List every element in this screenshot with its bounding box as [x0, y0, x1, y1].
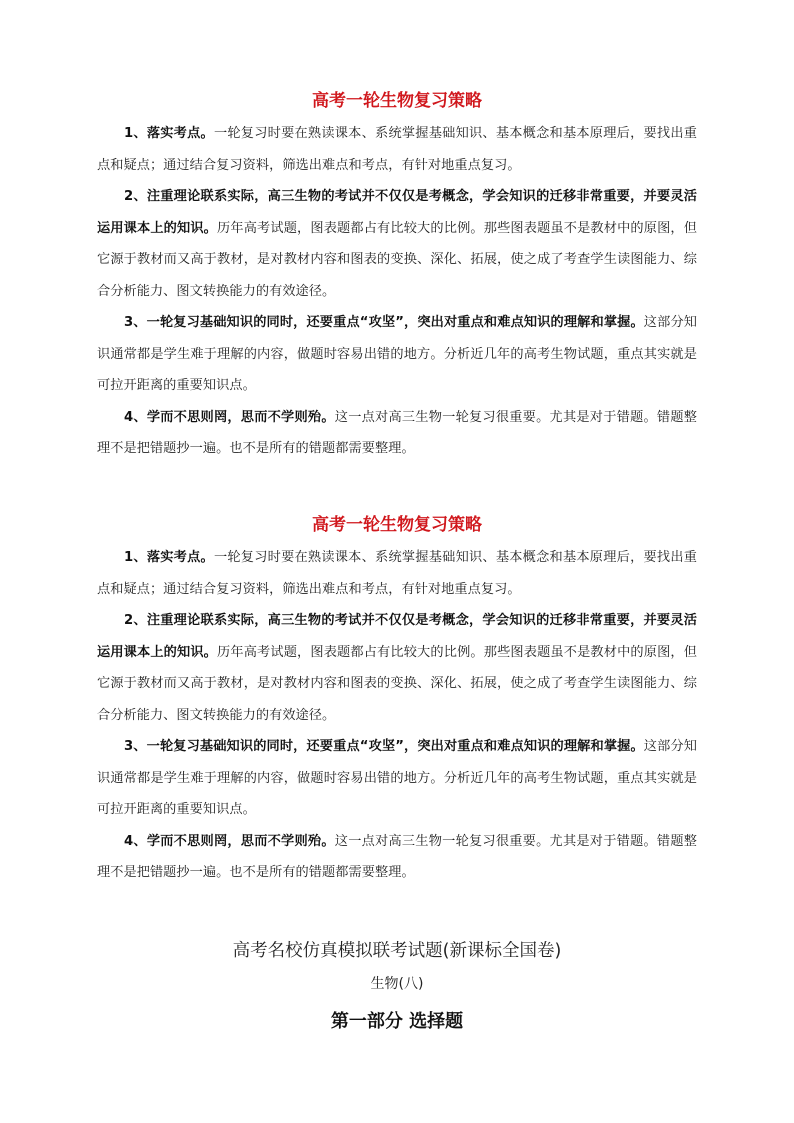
strategy-section-1	[97, 88, 697, 465]
paragraph-4	[97, 826, 697, 889]
exam-title: 高考名校仿真模拟联考试题(新课标全国卷)	[232, 941, 562, 961]
paragraph-1	[97, 118, 697, 181]
paragraph-lead: 4、学而不思则罔，思而不学则殆。	[124, 833, 335, 849]
paragraph-2	[97, 605, 697, 731]
paragraph-body: 一轮复习时要在熟读课本、系统掌握基础知识、基本概念和基本原理后，要找出重点和疑点；通过结合复习资料，筛选出难点和考点，有针对地重点复习。	[97, 126, 697, 173]
paragraph-1	[97, 542, 697, 605]
paragraph-body: 一轮复习时要在熟读课本、系统掌握基础知识、基本概念和基本原理后，要找出重点和疑点；通过结合复习资料，筛选出难点和考点，有针对地重点复习。	[97, 550, 697, 597]
strategy-section-2	[97, 512, 697, 889]
paragraph-lead: 3、一轮复习基础知识的同时，还要重点“攻坚”，突出对重点和难点知识的理解和掌握。	[124, 739, 644, 754]
paragraph-4	[97, 402, 697, 465]
paragraph-lead: 1、落实考点。	[124, 126, 214, 141]
paragraph-body: 这一点对高三生物一轮复习很重要。尤其是对于错题。错题整理不是把错题抄一遍。也不是所有的错题都需要整理。	[97, 833, 697, 880]
paragraph-lead: 2、注重理论联系实际，高三生物的考试并不仅仅是考概念，学会知识的迁移非常重要，并要灵活运用课本上的知识。	[97, 613, 697, 660]
paragraph-body: 历年高考试题，图表题都占有比较大的比例。那些图表题虽不是教材中的原图，但它源于教材而又高于教材，是对教材内容和图表的变换、深化、拓展，使之成了考查学生读图能力、综合分析能力、图文转换能力的有效途径。	[97, 220, 698, 299]
section-title: 高考一轮生物复习策略	[312, 91, 482, 111]
paragraph-body: 这部分知识通常都是学生难于理解的内容，做题时容易出错的地方。分析近几年的高考生物试题，重点其实就是可拉开距离的重要知识点。	[97, 739, 697, 817]
exam-part-heading: 第一部分 选择题	[330, 1011, 464, 1032]
paragraph-2	[97, 181, 697, 307]
exam-subject: 生物(八)	[370, 976, 424, 992]
paragraph-lead: 3、一轮复习基础知识的同时，还要重点“攻坚”，突出对重点和难点知识的理解和掌握。	[124, 315, 644, 330]
paragraph-3	[97, 307, 697, 402]
paragraph-body: 历年高考试题，图表题都占有比较大的比例。那些图表题虽不是教材中的原图，但它源于教材而又高于教材，是对教材内容和图表的变换、深化、拓展，使之成了考查学生读图能力、综合分析能力、图文转换能力的有效途径。	[97, 644, 698, 723]
paragraph-lead: 1、落实考点。	[124, 550, 214, 565]
paragraph-body: 这部分知识通常都是学生难于理解的内容，做题时容易出错的地方。分析近几年的高考生物试题，重点其实就是可拉开距离的重要知识点。	[97, 315, 697, 393]
paragraph-lead: 2、注重理论联系实际，高三生物的考试并不仅仅是考概念，学会知识的迁移非常重要，并要灵活运用课本上的知识。	[97, 189, 697, 236]
paragraph-body: 这一点对高三生物一轮复习很重要。尤其是对于错题。错题整理不是把错题抄一遍。也不是所有的错题都需要整理。	[97, 409, 697, 456]
section-title: 高考一轮生物复习策略	[312, 515, 482, 535]
paragraph-3	[97, 731, 697, 826]
paragraph-lead: 4、学而不思则罔，思而不学则殆。	[124, 409, 335, 425]
